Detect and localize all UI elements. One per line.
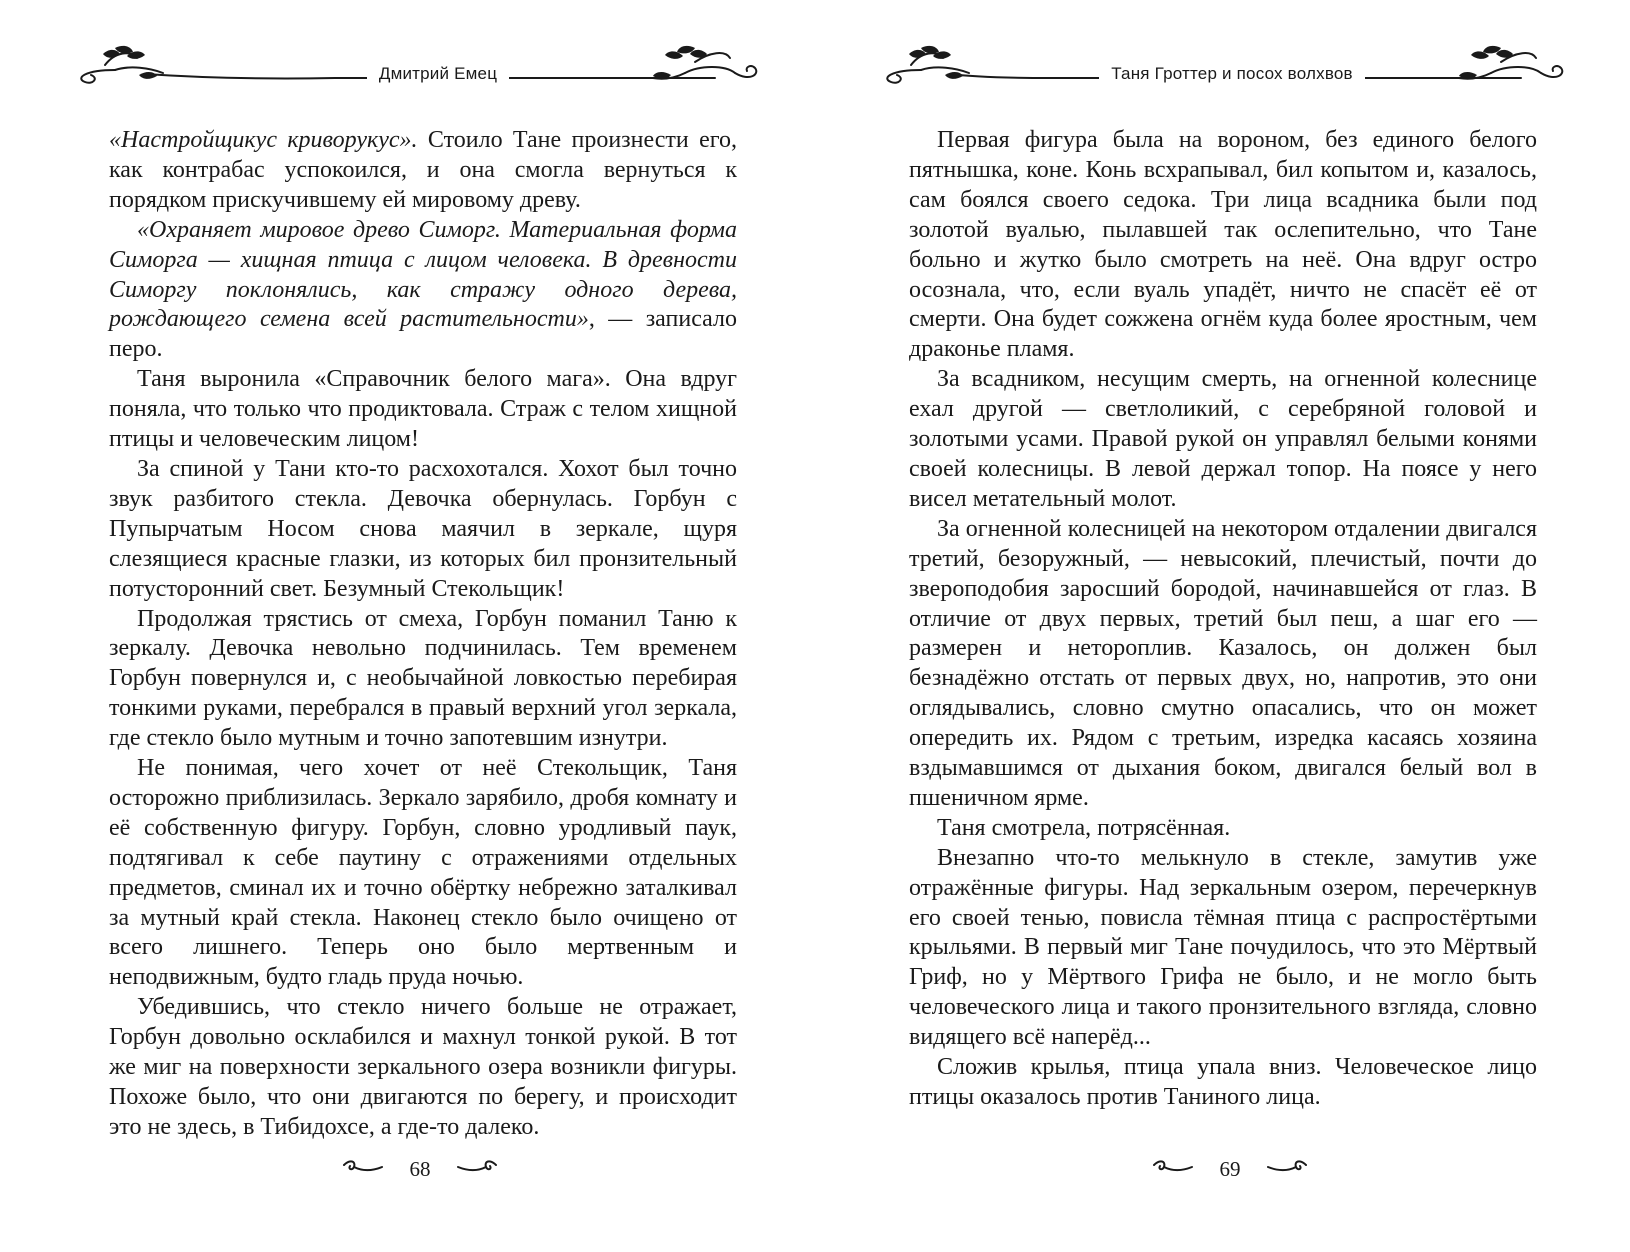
page-header <box>881 40 1571 110</box>
paragraph <box>909 814 1537 844</box>
paragraph <box>909 365 1537 515</box>
text-run: Первая фигура была на вороном, без единого белого пятнышка, коне. Конь всхрапывал, бил копытом и, казалось, сам боялся своего седока. Три лица всадника были под золотой вуалью, пылавшей так ослепительно, что Тане больно и жутко было смотреть на неё. Она вдруг остро осознала, что, если вуаль упадёт, ничто не спасёт её от смерти. Она будет сожжена огнём куда более яростным, чем драконье пламя. <box>909 127 1537 363</box>
running-title: Дмитрий Емец <box>93 64 783 84</box>
paragraph <box>109 216 737 366</box>
text-run: Стоило Тане произнести его, как контрабас успокоился, и она смогла вернуться к порядком прискучившему ей мировому древу. <box>109 127 737 213</box>
paragraph <box>109 605 737 755</box>
text-run: Сложив крылья, птица упала вниз. Человеческое лицо птицы оказалось против Таниного лица. <box>909 1054 1537 1110</box>
paragraph <box>109 754 737 993</box>
page-number: 68 <box>409 1157 431 1181</box>
italic-text-run: «Охраняет мировое древо Симорг. Материальная форма Симорга — хищная птица с лицом человека. В древности Симоргу поклонялись, как стражу одного дерева, рождающего семена всей растительности» <box>109 216 737 333</box>
page-header <box>75 40 765 110</box>
text-run: Таня выронила «Справочник белого мага». Она вдруг поняла, что только что продиктовала. Страж с телом хищной птицы и человеческим лицом! <box>109 366 737 453</box>
paragraph <box>109 993 737 1143</box>
paragraph <box>109 455 737 605</box>
text-run: За всадником, несущим смерть, на огненной колеснице ехал другой — светлоликий, с серебряной головой и золотыми усами. Правой рукой он управлял белыми конями своей колесницы. В левой держал топор. На поясе у него висел метательный молот. <box>909 366 1537 512</box>
running-title: Таня Гроттер и посох волхвов <box>887 64 1577 84</box>
body-text <box>909 126 1537 1113</box>
text-run: Таня смотрела, потрясённая. <box>937 814 1231 841</box>
body-text <box>109 126 737 1143</box>
paragraph <box>909 1053 1537 1113</box>
page-number: 69 <box>1219 1157 1241 1181</box>
text-run: За спиной у Тани кто-то расхохотался. Хохот был точно звук разбитого стекла. Девочка обернулась. Горбун с Пупырчатым Носом снова маячил в зеркале, щуря слезящиеся красные глазки, из которых бил пронзительный потусторонний свет. Безумный Стекольщик! <box>109 455 737 602</box>
paragraph <box>109 126 737 216</box>
footer-swirl-right-icon <box>1264 1155 1310 1179</box>
paragraph <box>909 515 1537 814</box>
text-run: Убедившись, что стекло ничего больше не отражает, Горбун довольно осклабился и махнул тонкой рукой. В тот же миг на поверхности зеркального озера возникли фигуры. Похоже было, что они двигаются по берегу, и происходит это не здесь, в Тибидохсе, а где-то далеко. <box>109 994 737 1140</box>
paragraph <box>109 365 737 455</box>
italic-text-run: «Настройщикус криворукус». <box>109 127 418 153</box>
text-run: , — записало перо. <box>109 306 737 363</box>
page-footer <box>1150 1155 1310 1185</box>
right-page <box>815 0 1630 1252</box>
page-footer <box>340 1155 500 1185</box>
text-run: Продолжая трястись от смеха, Горбун поманил Таню к зеркалу. Девочка невольно подчинилась. Тем временем Горбун повернулся и, с необычайной ловкостью перебирая тонкими руками, перебрался в правый верхний угол зеркала, где стекло было мутным и точно запотевшим изнутри. <box>109 605 737 752</box>
paragraph <box>909 126 1537 365</box>
text-run: За огненной колесницей на некотором отдалении двигался третий, безоружный, — невысокий, плечистый, почти до звероподобия заросший бородой, начинавшейся от глаз. В отличие от двух первых, третий был пеш, а шаг его — размерен и нетороплив. Казалось, он должен был безнадёжно отстать от первых двух, но, напротив, это они оглядывались, словно смутно опасались, что он может опередить их. Рядом с третьим, изредка касаясь хозяина вздымавшимся от дыхания боком, двигался белый вол в пшеничном ярме. <box>909 515 1537 811</box>
text-run: Не понимая, чего хочет от неё Стекольщик, Таня осторожно приблизилась. Зеркало зарябило, дробя комнату и её собственную фигуру. Горбун, словно уродливый паук, подтягивал к себе паутину с отражениями отдельных предметов, сминал их и точно обёртку небрежно заталкивал за мутный край стекла. Наконец стекло было очищено от всего лишнего. Теперь оно было мертвенным и неподвижным, будто гладь пруда ночью. <box>109 755 737 991</box>
text-run: Внезапно что-то мелькнуло в стекле, замутив уже отражённые фигуры. Над зеркальным озером, перечеркнув его своей тенью, повисла тёмная птица с распростёртыми крыльями. В первый миг Тане почудилось, что это Мёртвый Гриф, но у Мёртвого Грифа не было, и не могло быть человеческого лица и такого пронзительного взгляда, словно видящего всё наперёд... <box>909 844 1537 1051</box>
footer-swirl-right-icon <box>454 1155 500 1179</box>
paragraph <box>909 844 1537 1053</box>
